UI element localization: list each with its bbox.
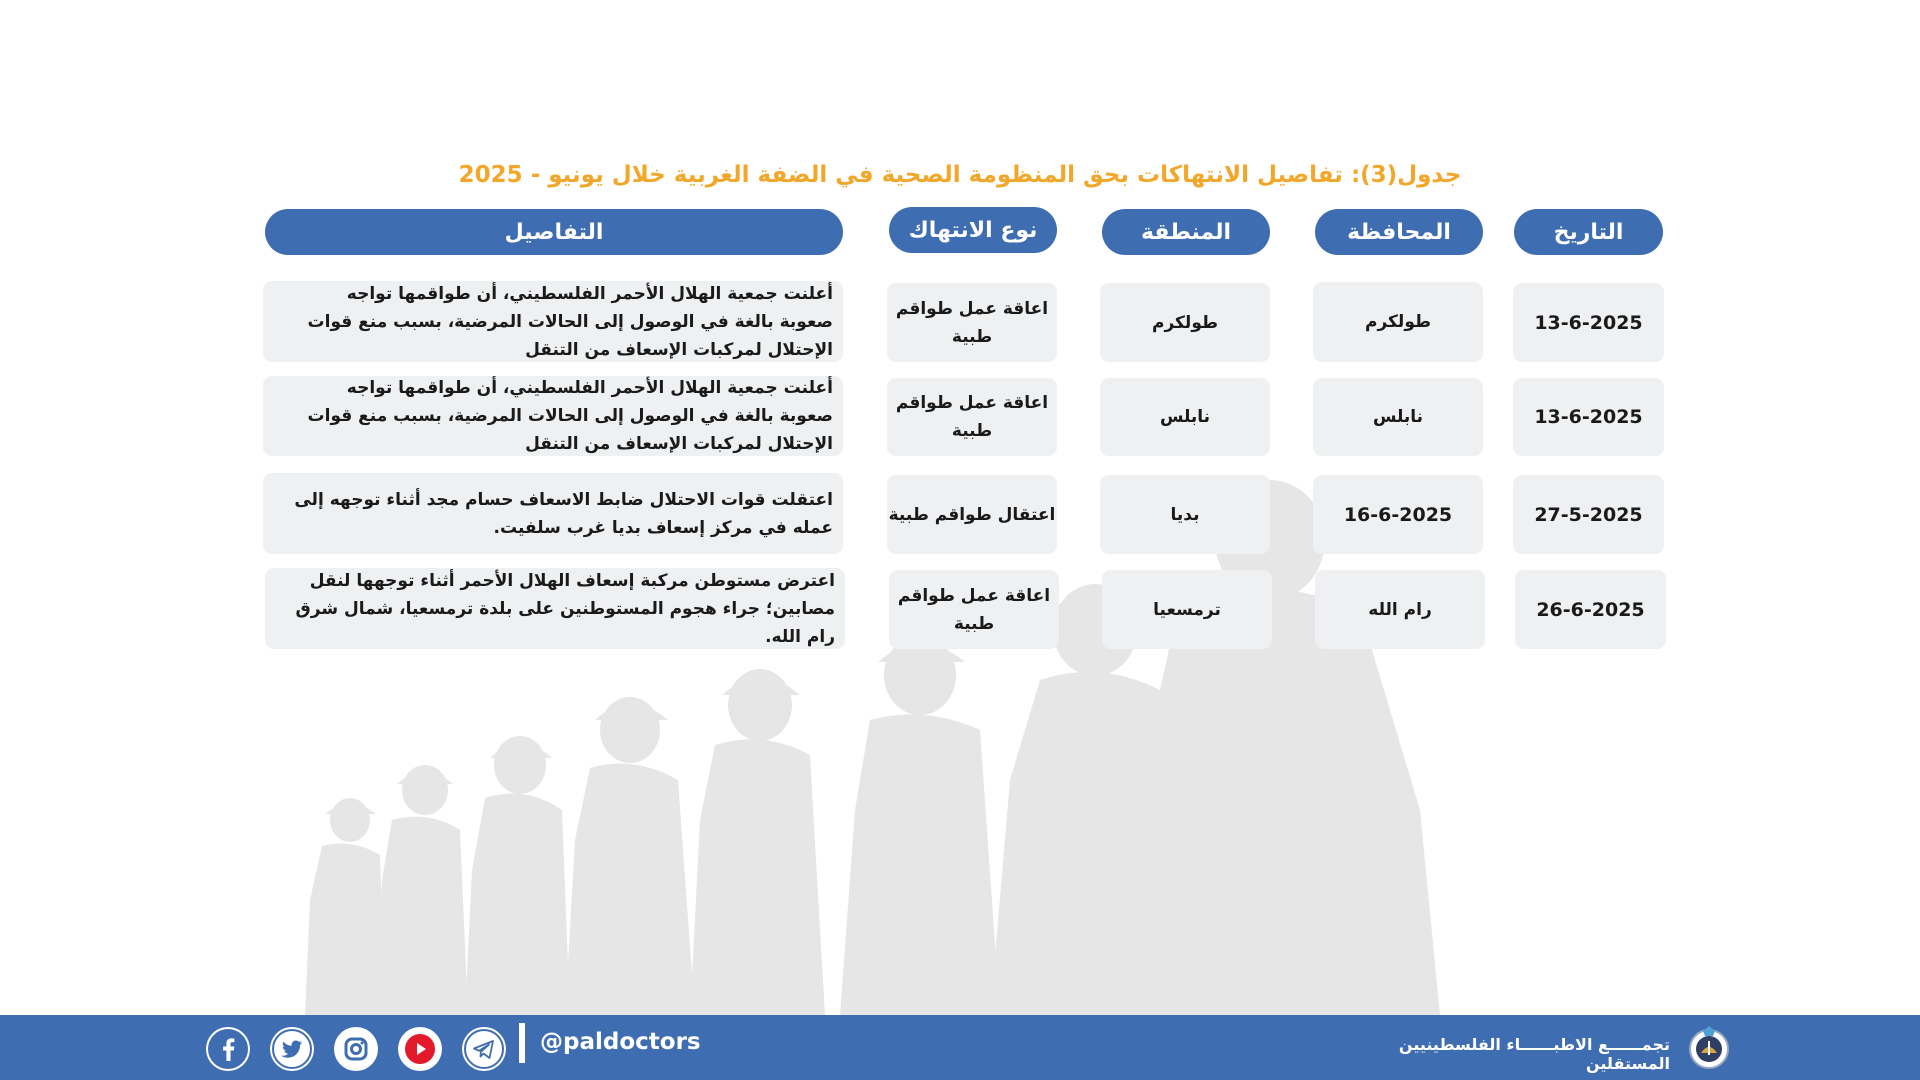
social-handle[interactable]: @paldoctors [540, 1029, 701, 1055]
header-violation-type: نوع الانتهاك [889, 207, 1057, 253]
soldiers-silhouette-background [300, 480, 1560, 1015]
table-row-1-date: 13-6-2025 [1513, 283, 1664, 362]
youtube-icon[interactable] [398, 1027, 442, 1071]
footer-bar [0, 1015, 1920, 1080]
organization-logo-icon [1685, 1023, 1733, 1071]
table-row-2-violation-type: اعاقة عمل طواقم طبية [887, 378, 1057, 456]
table-row-4-date: 26-6-2025 [1515, 570, 1666, 649]
table-row-2-details: أعلنت جمعية الهلال الأحمر الفلسطيني، أن طواقمها تواجه صعوبة بالغة في الوصول إلى الحالات المرضية، بسبب منع قوات الإحتلال لمركبات الإسعاف من التنقل [263, 376, 843, 456]
table-row-3-details: اعتقلت قوات الاحتلال ضابط الاسعاف حسام مجد أثناء توجهه إلى عمله في مركز إسعاف بديا غرب سلفيت. [263, 473, 843, 554]
table-row-4-details: اعترض مستوطن مركبة إسعاف الهلال الأحمر أثناء توجهها لنقل مصابين؛ جراء هجوم المستوطنين على بلدة ترمسعيا، شمال شرق رام الله. [265, 568, 845, 649]
twitter-icon[interactable] [270, 1027, 314, 1071]
instagram-icon[interactable] [334, 1027, 378, 1071]
header-date: التاريخ [1514, 209, 1663, 255]
header-area: المنطقة [1102, 209, 1270, 255]
table-row-1-area: طولكرم [1100, 283, 1270, 362]
table-row-4-area: ترمسعيا [1102, 570, 1272, 649]
table-row-1-details: أعلنت جمعية الهلال الأحمر الفلسطيني، أن طواقمها تواجه صعوبة بالغة في الوصول إلى الحالات المرضية، بسبب منع قوات الإحتلال لمركبات الإسعاف من التنقل [263, 281, 843, 362]
table-row-3-area: بديا [1100, 475, 1270, 554]
table-row-4-violation-type: اعاقة عمل طواقم طبية [889, 570, 1059, 649]
table-row-3-violation-type: اعتقال طواقم طبية [887, 475, 1057, 554]
table-row-3-date: 27-5-2025 [1513, 475, 1664, 554]
facebook-icon[interactable] [206, 1027, 250, 1071]
table-row-1-governorate: طولكرم [1313, 282, 1483, 362]
footer-divider [519, 1023, 525, 1063]
table-row-2-area: نابلس [1100, 378, 1270, 456]
table-row-4-governorate: رام الله [1315, 570, 1485, 649]
telegram-icon[interactable] [462, 1027, 506, 1071]
table-title: جدول(3): تفاصيل الانتهاكات بحق المنظومة الصحية في الضفة الغربية خلال يونيو - 2025 [458, 162, 1462, 188]
header-details: التفاصيل [265, 209, 843, 255]
header-governorate: المحافظة [1315, 209, 1483, 255]
table-row-1-violation-type: اعاقة عمل طواقم طبية [887, 283, 1057, 362]
organization-name: تجمــــــع الاطبــــــاء الفلسطينيين المستقلين [1398, 1035, 1670, 1073]
table-row-3-governorate: 16-6-2025 [1313, 475, 1483, 554]
table-row-2-governorate: نابلس [1313, 378, 1483, 456]
table-row-2-date: 13-6-2025 [1513, 378, 1664, 456]
